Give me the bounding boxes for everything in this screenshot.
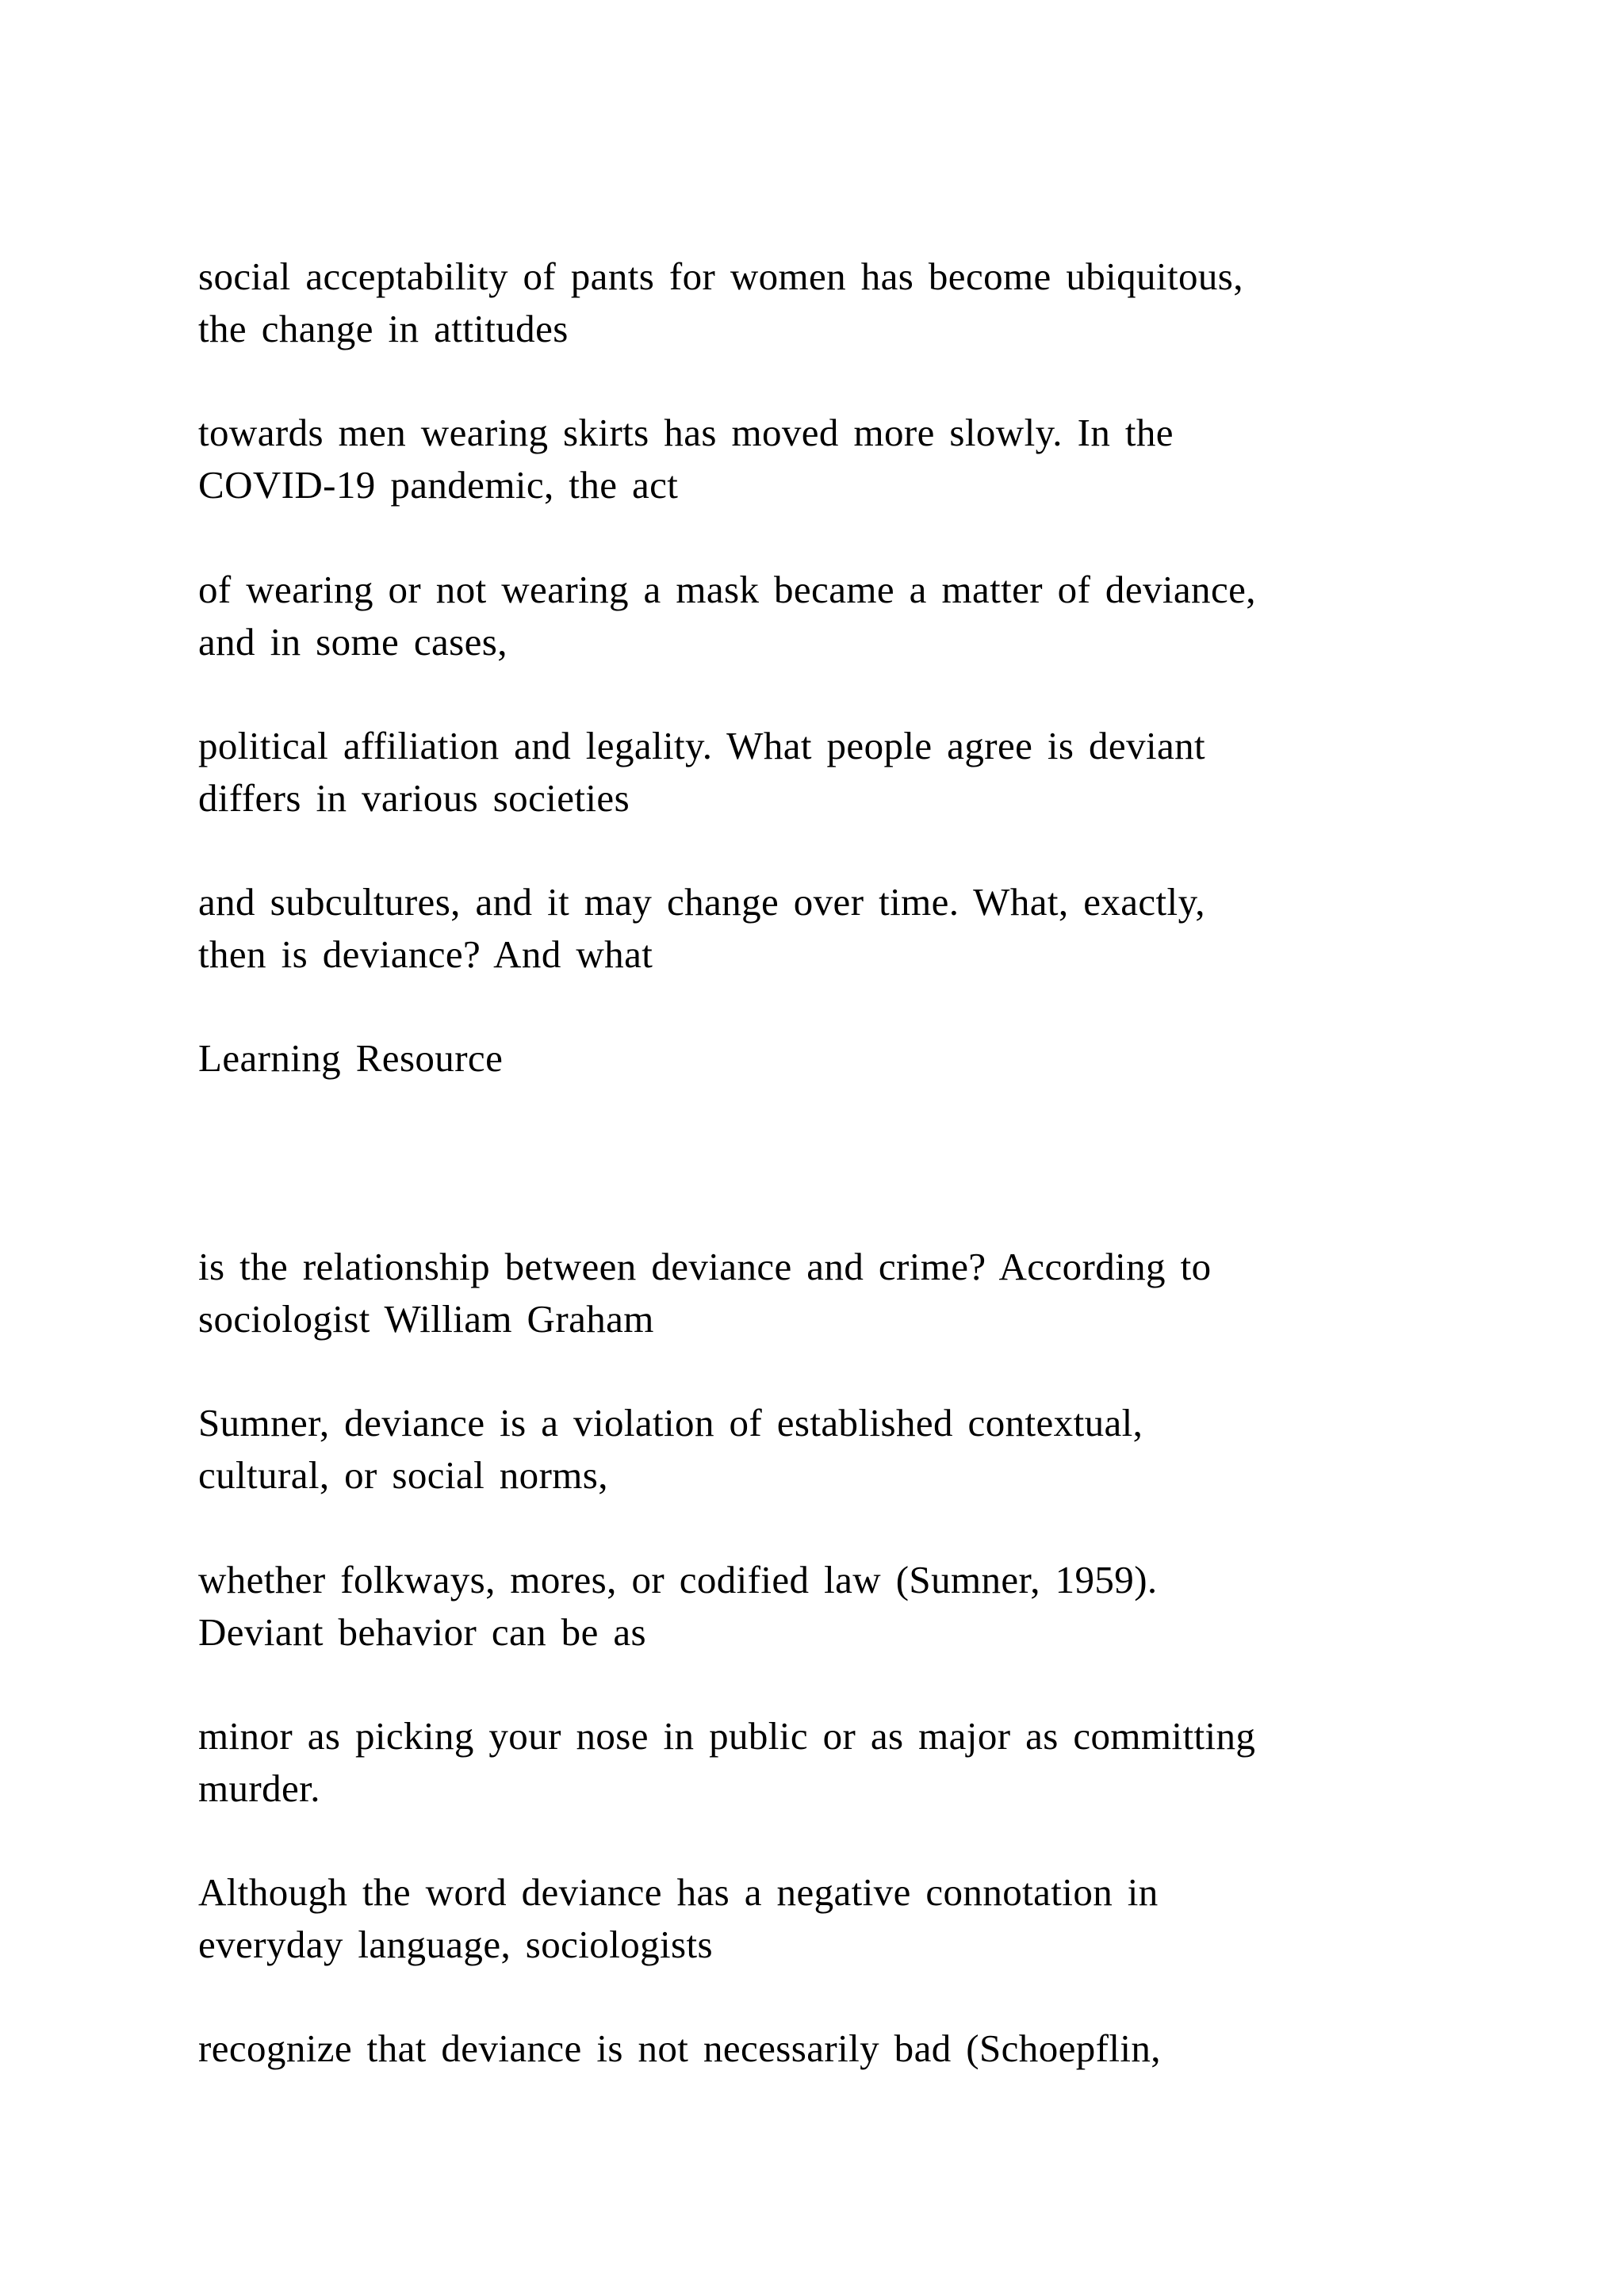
paragraph-9-line-2: murder. <box>198 1766 320 1810</box>
paragraph-2-line-1: towards men wearing skirts has moved more slowly. In the <box>198 411 1174 454</box>
paragraph-10-line-1: Although the word deviance has a negative connotation in <box>198 1870 1159 1914</box>
paragraph-9-line-1: minor as picking your nose in public or as major as committing <box>198 1714 1256 1758</box>
paragraph-7-line-2: cultural, or social norms, <box>198 1453 608 1497</box>
paragraph-8-line-1: whether folkways, mores, or codified law (Sumner, 1959). <box>198 1558 1158 1601</box>
learning-resource-label: Learning Resource <box>198 1036 504 1080</box>
paragraph-5-line-1: and subcultures, and it may change over time. What, exactly, <box>198 880 1205 924</box>
paragraph-11-line-1: recognize that deviance is not necessarily bad (Schoepflin, <box>198 2026 1161 2070</box>
paragraph-3-line-2: and in some cases, <box>198 620 508 664</box>
paragraph-3-line-1: of wearing or not wearing a mask became a matter of deviance, <box>198 568 1256 611</box>
paragraph-2-line-2: COVID-19 pandemic, the act <box>198 463 679 507</box>
paragraph-6-line-1: is the relationship between deviance and crime? According to <box>198 1245 1212 1288</box>
paragraph-10-line-2: everyday language, sociologists <box>198 1923 713 1966</box>
paragraph-8-line-2: Deviant behavior can be as <box>198 1610 647 1654</box>
paragraph-7-line-1: Sumner, deviance is a violation of established contextual, <box>198 1401 1143 1445</box>
paragraph-4-line-2: differs in various societies <box>198 776 630 820</box>
paragraph-6-line-2: sociologist William Graham <box>198 1297 654 1341</box>
paragraph-1-line-2: the change in attitudes <box>198 307 569 350</box>
paragraph-5-line-2: then is deviance? And what <box>198 932 653 976</box>
paragraph-1-line-1: social acceptability of pants for women has become ubiquitous, <box>198 254 1243 298</box>
paragraph-4-line-1: political affiliation and legality. What people agree is deviant <box>198 724 1206 767</box>
